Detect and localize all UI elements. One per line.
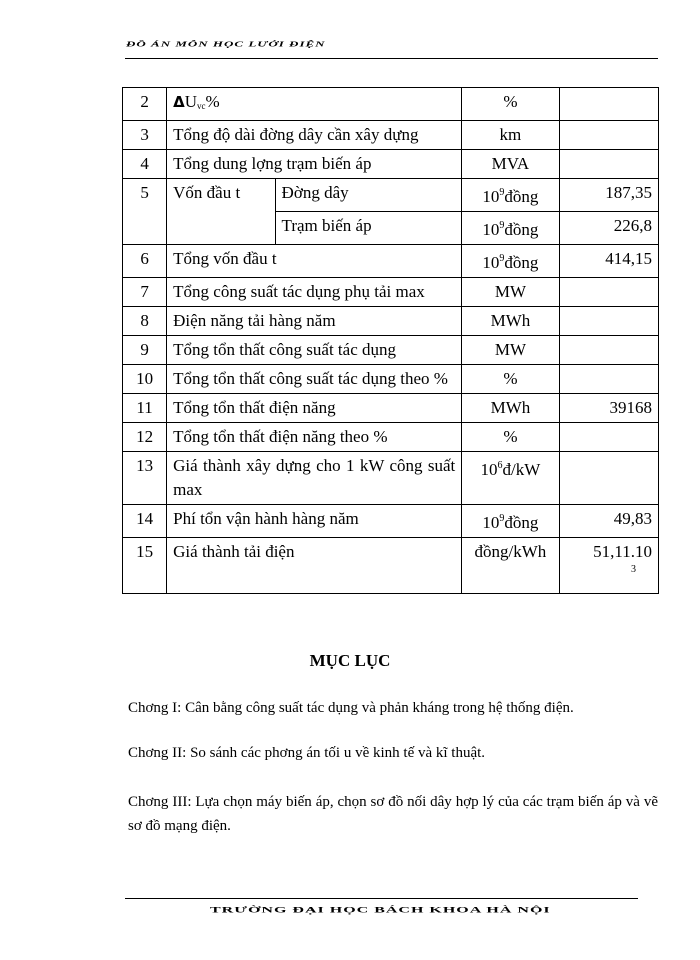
row-number: 4 — [123, 150, 167, 179]
table-row — [123, 538, 659, 594]
row-label: Điện năng tải hàng năm — [167, 307, 462, 336]
summary-table — [122, 87, 659, 594]
row-number: 8 — [123, 307, 167, 336]
row-label: Giá thành tải điện — [167, 538, 462, 594]
row-unit: % — [462, 88, 559, 121]
row-value — [559, 336, 658, 365]
row-number: 7 — [123, 278, 167, 307]
exponent: 9 — [499, 187, 505, 198]
row-number: 3 — [123, 121, 167, 150]
row-unit: $10^6đ/kW$ — [462, 452, 559, 505]
delta-symbol: Δ — [173, 93, 185, 111]
table-row — [123, 121, 659, 150]
row-number: 5 — [123, 179, 167, 245]
row-value — [559, 278, 658, 307]
row-label: Tổng vốn đầu t — [167, 245, 462, 278]
row-value: 39168 — [559, 394, 658, 423]
row-value: 187,35 — [559, 179, 658, 212]
row-label: Vốn đầu t — [167, 179, 275, 245]
row-unit: đồng/kWh — [462, 538, 559, 594]
row-label: Tổng tổn thất công suất tác dụng — [167, 336, 462, 365]
row-value — [559, 88, 658, 121]
toc-item: Chơng II: So sánh các phơng án tối u về kinh tế và kĩ thuật. — [128, 745, 486, 761]
row-number: 12 — [123, 423, 167, 452]
row-unit: MW — [462, 278, 559, 307]
page-footer-text: TRƯỜNG ĐẠI HỌC BÁCH KHOA HÀ NỘI — [210, 906, 551, 915]
table-row — [123, 423, 659, 452]
table-row — [123, 150, 659, 179]
footer-divider — [125, 898, 638, 899]
row-label: Tổng tổn thất điện năng theo % — [167, 423, 462, 452]
row-number: 2 — [123, 88, 167, 121]
exponent: 9 — [499, 220, 505, 231]
exponent: 6 — [497, 460, 503, 471]
row-label: Giá thành xây dựng cho 1 kW công suất max — [167, 452, 462, 505]
row-number: 6 — [123, 245, 167, 278]
row-value — [559, 121, 658, 150]
row-number: 9 — [123, 336, 167, 365]
row-value: 49,83 — [559, 505, 658, 538]
row-unit: MW — [462, 336, 559, 365]
exponent: 9 — [499, 513, 505, 524]
row-label: $\Delta U_{vc}\%$ — [167, 88, 462, 121]
row-value — [559, 452, 658, 505]
row-value: 226,8 — [559, 212, 658, 245]
value-exponent: 3 — [631, 564, 636, 575]
table-row — [123, 394, 659, 423]
row-sublabel: Trạm biến áp — [275, 212, 462, 245]
row-unit: $10^9đồng$ — [462, 179, 559, 212]
exponent: 9 — [499, 253, 505, 264]
table-row — [123, 365, 659, 394]
toc-title: MỤC LỤC — [309, 651, 391, 670]
row-unit: km — [462, 121, 559, 150]
row-unit: $10^9đồng$ — [462, 212, 559, 245]
value-main: 51,11.10 — [593, 542, 652, 561]
row-unit: MWh — [462, 394, 559, 423]
header-divider — [125, 58, 658, 59]
row-unit: MWh — [462, 307, 559, 336]
row-label: Tổng tổn thất công suất tác dụng theo % — [167, 365, 462, 394]
table-row — [123, 505, 659, 538]
row-unit: $10^9đồng$ — [462, 245, 559, 278]
row-label: Tổng dung lợng trạm biến áp — [167, 150, 462, 179]
table-row — [123, 278, 659, 307]
table-row — [123, 179, 659, 212]
row-number: 15 — [123, 538, 167, 594]
row-value — [559, 365, 658, 394]
row-unit: % — [462, 423, 559, 452]
table-row — [123, 336, 659, 365]
row-unit: % — [462, 365, 559, 394]
table-row — [123, 245, 659, 278]
row-number: 11 — [123, 394, 167, 423]
table-row — [123, 88, 659, 121]
page-header-text: ĐỒ ÁN MÔN HỌC LƯỚI ĐIỆN — [126, 40, 326, 49]
row-number: 14 — [123, 505, 167, 538]
row-sublabel: Đờng dây — [275, 179, 462, 212]
row-unit: $10^9đồng$ — [462, 505, 559, 538]
row-number: 13 — [123, 452, 167, 505]
table-row — [123, 307, 659, 336]
row-label: Tổng công suất tác dụng phụ tải max — [167, 278, 462, 307]
subscript-vc: vc — [197, 101, 206, 111]
row-label: Tổng độ dài đờng dây cần xây dựng — [167, 121, 462, 150]
row-label: Phí tổn vận hành hàng năm — [167, 505, 462, 538]
toc-item: Chơng III: Lựa chọn máy biến áp, chọn sơ đồ nối dây hợp lý của các trạm biến áp và vẽ sơ đồ mạng điện. — [128, 794, 658, 834]
row-label: Tổng tổn thất điện năng — [167, 394, 462, 423]
row-number: 10 — [123, 365, 167, 394]
row-value — [559, 538, 658, 594]
table-row — [123, 452, 659, 505]
row-unit: MVA — [462, 150, 559, 179]
row-value: 414,15 — [559, 245, 658, 278]
row-value — [559, 150, 658, 179]
row-value — [559, 307, 658, 336]
toc-item: Chơng I: Cân bằng công suất tác dụng và phản kháng trong hệ thống điện. — [128, 700, 574, 716]
row-value — [559, 423, 658, 452]
